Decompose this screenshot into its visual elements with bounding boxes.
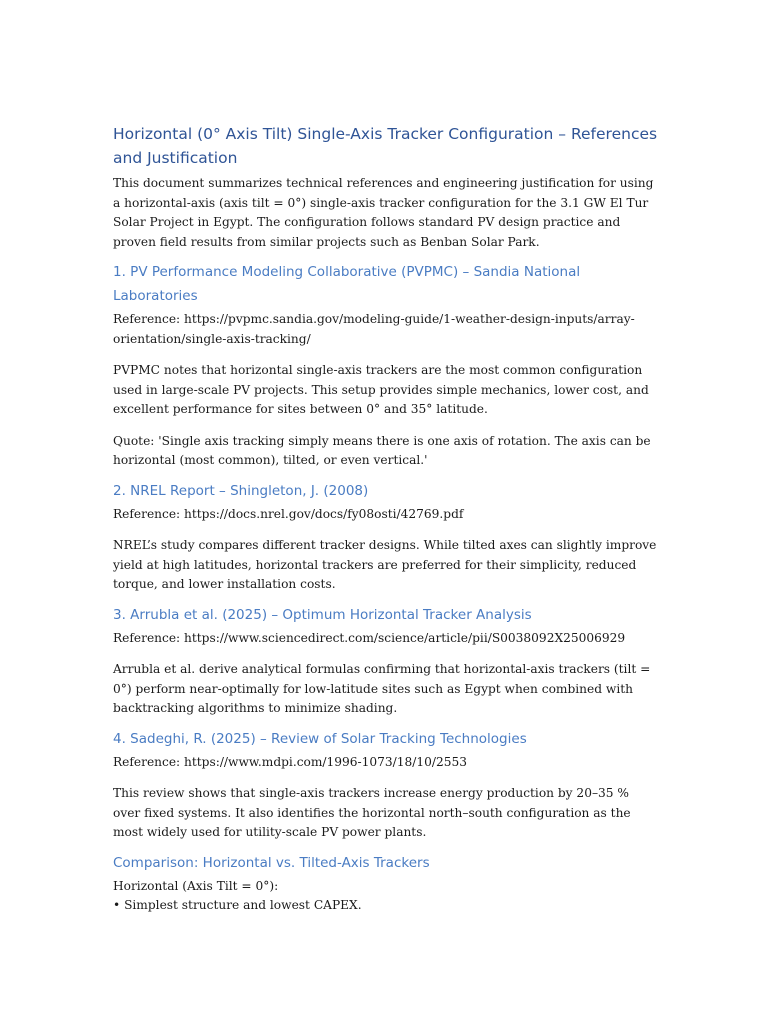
reference-link[interactable]: Reference: https://www.sciencedirect.com/science/article/pii/S0038092X25006929 <box>113 630 626 645</box>
section-heading: Comparison: Horizontal vs. Tilted-Axis Trackers <box>113 854 430 871</box>
comparison-bullet: • Simplest structure and lowest CAPEX. <box>113 898 362 912</box>
section-comparison <box>113 851 658 916</box>
document-title: Horizontal (0° Axis Tilt) Single-Axis Tracker Configuration – References and Justification <box>113 125 658 167</box>
section-body: This review shows that single-axis trackers increase energy production by 20–35 % over fixed systems. It also identifies the horizontal north–south configuration as the most widely used for utility-scale PV power plants. <box>113 786 631 839</box>
section-arrubla <box>113 603 658 719</box>
comparison-line: Horizontal (Axis Tilt = 0°): <box>113 878 279 893</box>
section-body: Arrubla et al. derive analytical formulas confirming that horizontal-axis trackers (tilt = 0°) perform near-optimally for low-latitude sites such as Egypt when combined with backtracking algorithms to minimize shading. <box>113 662 651 715</box>
section-sadeghi <box>113 727 658 843</box>
reference-link[interactable]: Reference: https://www.mdpi.com/1996-1073/18/10/2553 <box>113 754 468 769</box>
section-body: NREL’s study compares different tracker designs. While tilted axes can slightly improve yield at high latitudes, horizontal trackers are preferred for their simplicity, reduced torque, and lower installation costs. <box>113 538 657 591</box>
section-nrel <box>113 479 658 595</box>
reference-link[interactable]: Reference: https://pvpmc.sandia.gov/modeling-guide/1-weather-design-inputs/array-orientation/single-axis-tracking/ <box>113 312 635 346</box>
section-body: PVPMC notes that horizontal single-axis trackers are the most common configuration used in large-scale PV projects. This setup provides simple mechanics, lower cost, and excellent performance for sites between 0° and 35° latitude. <box>113 363 649 416</box>
section-heading: 1. PV Performance Modeling Collaborative (PVPMC) – Sandia National Laboratories <box>113 264 581 304</box>
reference-link[interactable]: Reference: https://docs.nrel.gov/docs/fy08osti/42769.pdf <box>113 506 464 521</box>
intro-paragraph: This document summarizes technical references and engineering justification for using a horizontal-axis (axis tilt = 0°) single-axis tracker configuration for the 3.1 GW El Tur Solar Project in Egypt. The configuration follows standard PV design practice and proven field results from similar projects such as Benban Solar Park. <box>113 176 654 249</box>
section-heading: 3. Arrubla et al. (2025) – Optimum Horizontal Tracker Analysis <box>113 606 532 623</box>
section-heading: 2. NREL Report – Shingleton, J. (2008) <box>113 482 369 499</box>
document-page <box>113 122 658 916</box>
section-quote: Quote: 'Single axis tracking simply means there is one axis of rotation. The axis can be horizontal (most common), tilted, or even vertical.' <box>113 433 651 467</box>
section-heading: 4. Sadeghi, R. (2025) – Review of Solar Tracking Technologies <box>113 730 527 747</box>
section-pvpmc <box>113 260 658 471</box>
